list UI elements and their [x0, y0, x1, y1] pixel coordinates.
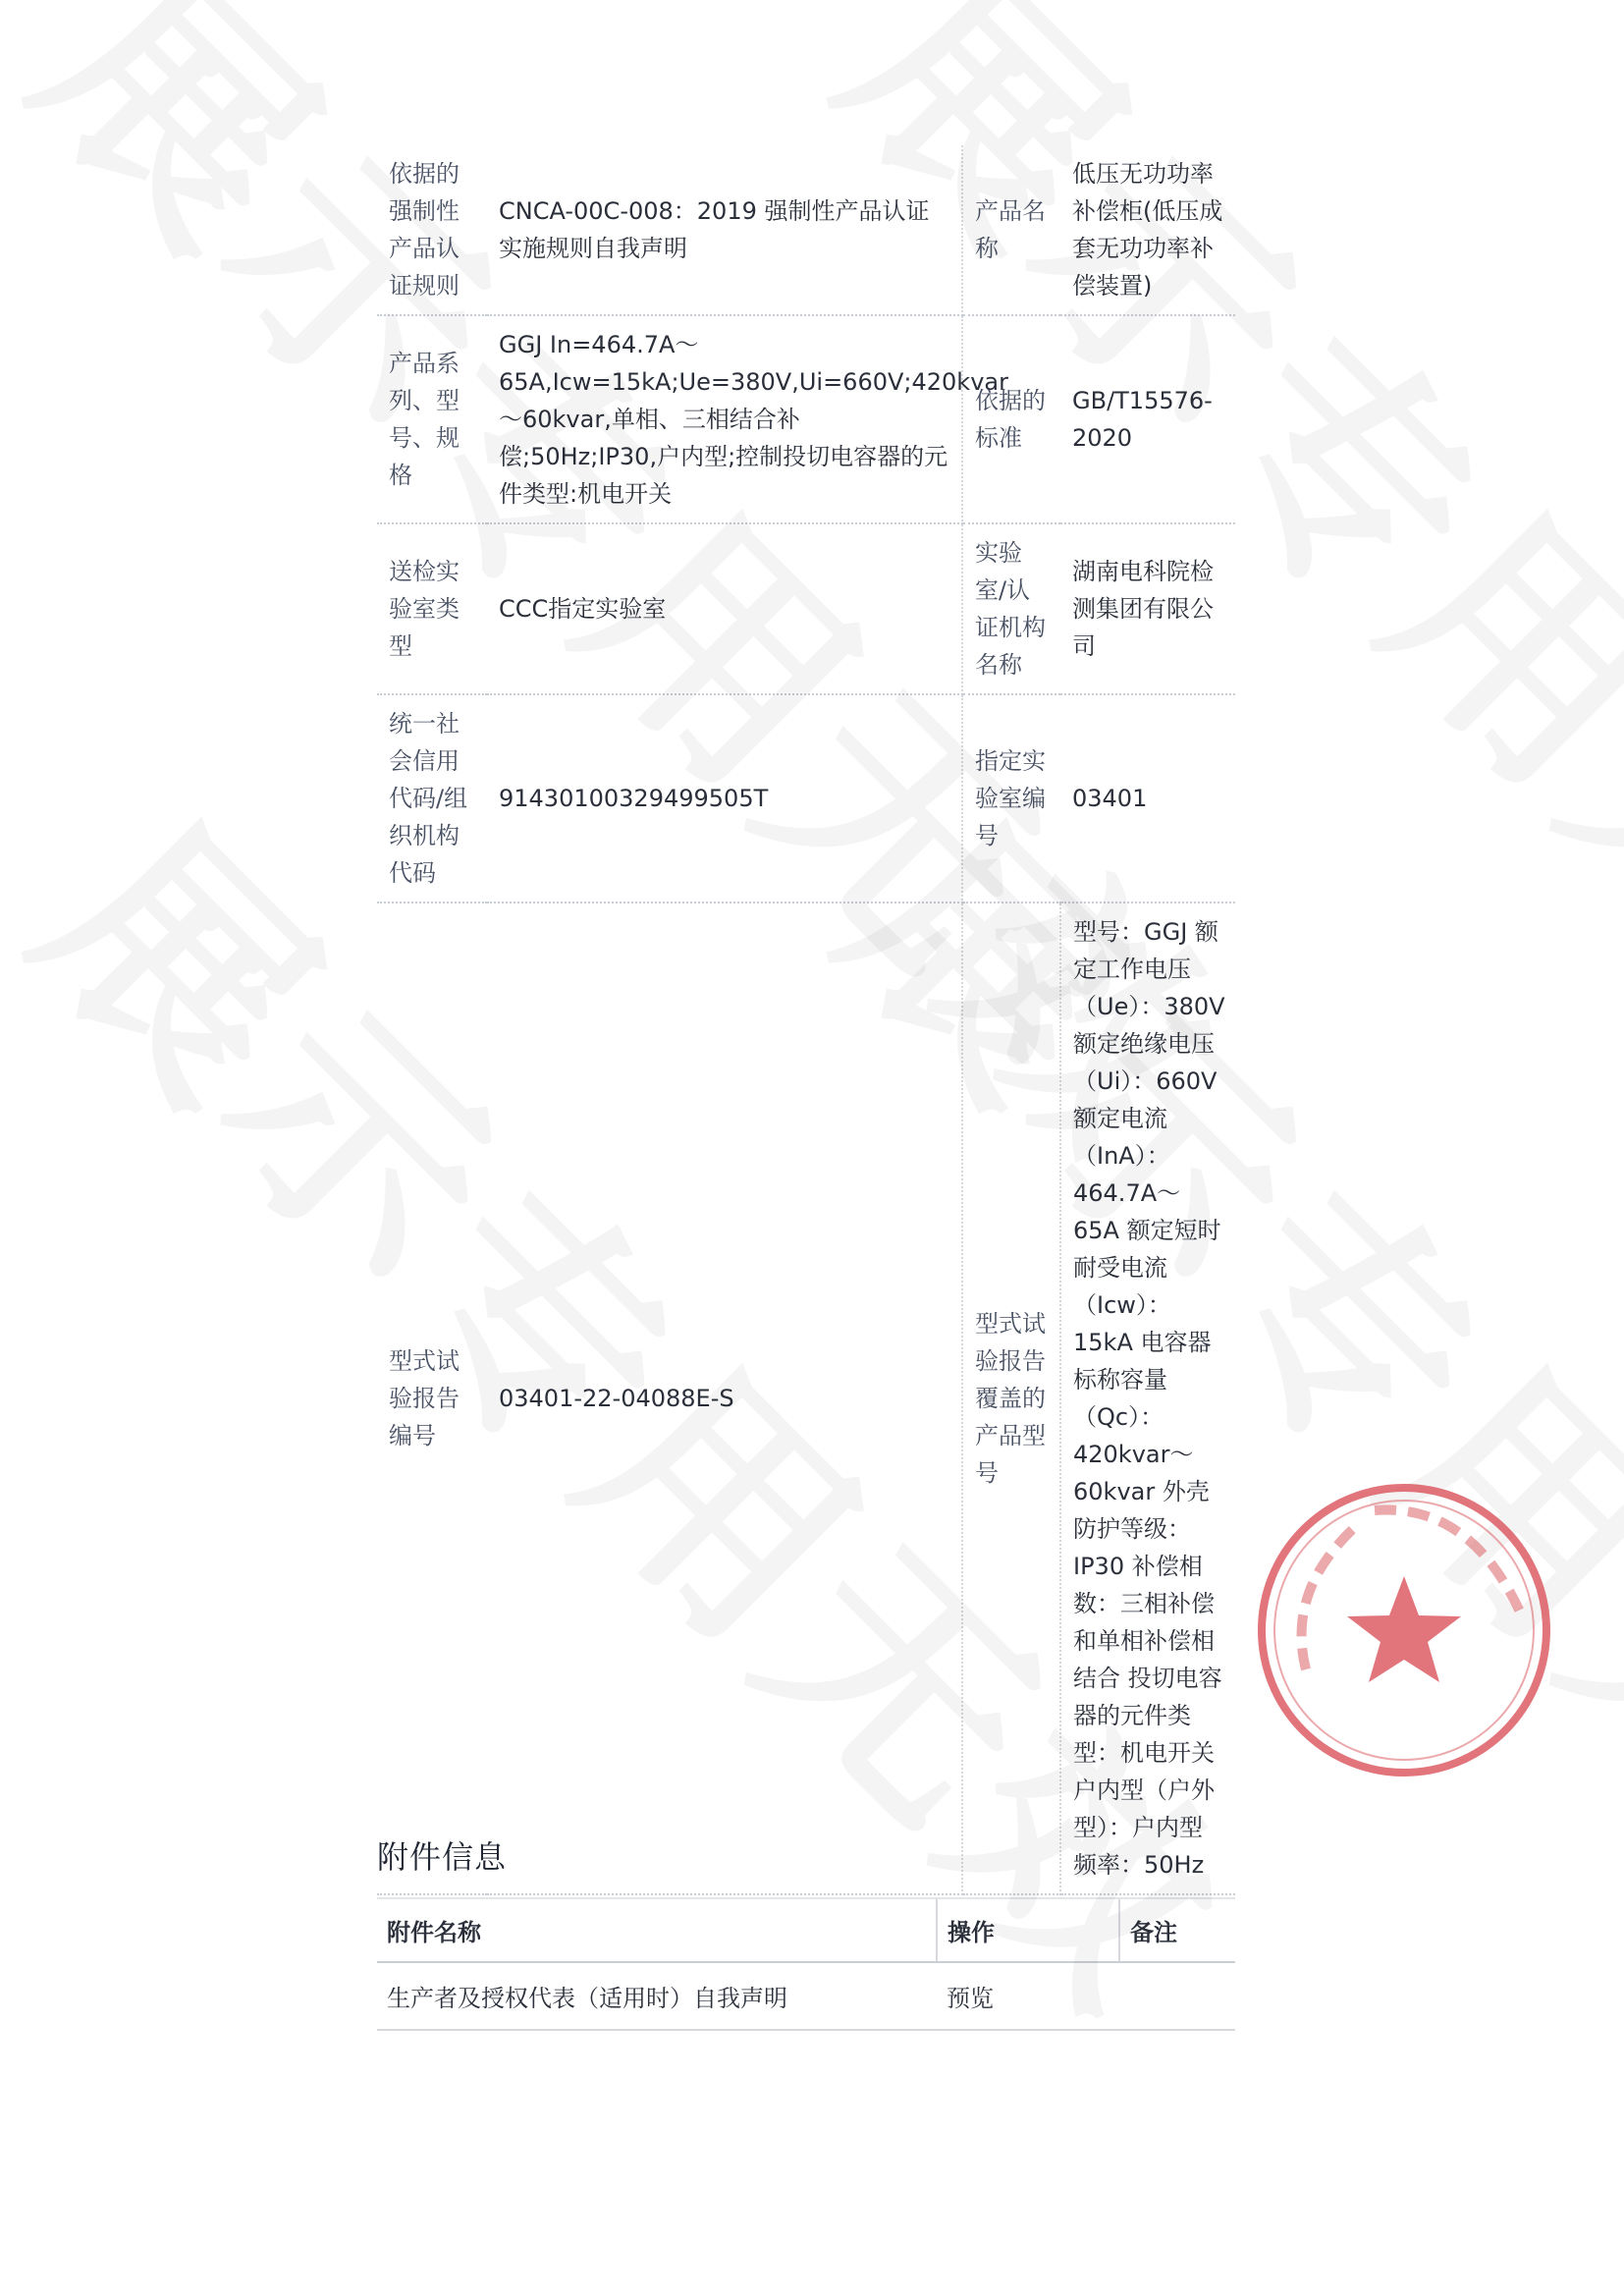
table-row: [377, 145, 1235, 315]
preview-link[interactable]: 预览: [937, 1962, 1119, 2030]
attachments-header-row: [377, 1898, 1235, 1962]
attachments-table: [377, 1897, 1235, 2031]
label-report-number: 型式试验报告编号: [377, 902, 487, 1894]
value-credit-code: 91430100329499505T: [487, 694, 962, 902]
table-row: [377, 315, 1235, 523]
value-covered-models: 型号：GGJ 额定工作电压（Ue）：380V 额定绝缘电压（Ui）：660V 额定电流（InA）：464.7A～65A 额定短时耐受电流（Icw）：15kA 电容器标称容量（Qc）：420kvar～60kvar 外壳防护等级：IP30 补偿相数：三相补偿和单相补偿相结合 投切电容器的元件类型：机电开关 户内型（户外型）：户内型 频率：50Hz: [1060, 902, 1235, 1894]
label-lab-type: 送检实验室类型: [377, 523, 487, 694]
value-report-number: 03401-22-04088E-S: [487, 902, 962, 1894]
company-seal: [1247, 1473, 1561, 1787]
table-row: [377, 902, 1235, 1894]
header-note: 备注: [1119, 1898, 1235, 1962]
value-product-name: 低压无功功率补偿柜(低压成套无功功率补偿装置): [1060, 145, 1235, 315]
header-attachment-name: 附件名称: [377, 1898, 937, 1962]
certification-info-table: [377, 145, 1235, 1895]
header-action: 操作: [937, 1898, 1119, 1962]
table-row: [377, 1962, 1235, 2030]
value-product-model: GGJ In=464.7A～65A,Icw=15kA;Ue=380V,Ui=660V;420kvar～60kvar,单相、三相结合补偿;50Hz;IP30,户内型;控制投切电容器的元件类型:机电开关: [487, 315, 962, 523]
label-lab-name: 实验室/认证机构名称: [962, 523, 1060, 694]
label-product-name: 产品名称: [962, 145, 1060, 315]
attachments-section-title: 附件信息: [377, 1838, 508, 1876]
table-row: [377, 523, 1235, 694]
value-certification-rule: CNCA-00C-008：2019 强制性产品认证实施规则自我声明: [487, 145, 962, 315]
label-lab-number: 指定实验室编号: [962, 694, 1060, 902]
label-certification-rule: 依据的强制性产品认证规则: [377, 145, 487, 315]
attachment-note: [1119, 1962, 1235, 2030]
star-icon: [1347, 1576, 1461, 1682]
label-product-model: 产品系列、型号、规格: [377, 315, 487, 523]
label-covered-models: 型式试验报告覆盖的产品型号: [962, 902, 1060, 1894]
table-row: [377, 694, 1235, 902]
value-lab-name: 湖南电科院检测集团有限公司: [1060, 523, 1235, 694]
label-credit-code: 统一社会信用代码/组织机构代码: [377, 694, 487, 902]
value-lab-number: 03401: [1060, 694, 1235, 902]
label-standard: 依据的标准: [962, 315, 1060, 523]
value-standard: GB/T15576-2020: [1060, 315, 1235, 523]
value-lab-type: CCC指定实验室: [487, 523, 962, 694]
attachment-name: 生产者及授权代表（适用时）自我声明: [377, 1962, 937, 2030]
